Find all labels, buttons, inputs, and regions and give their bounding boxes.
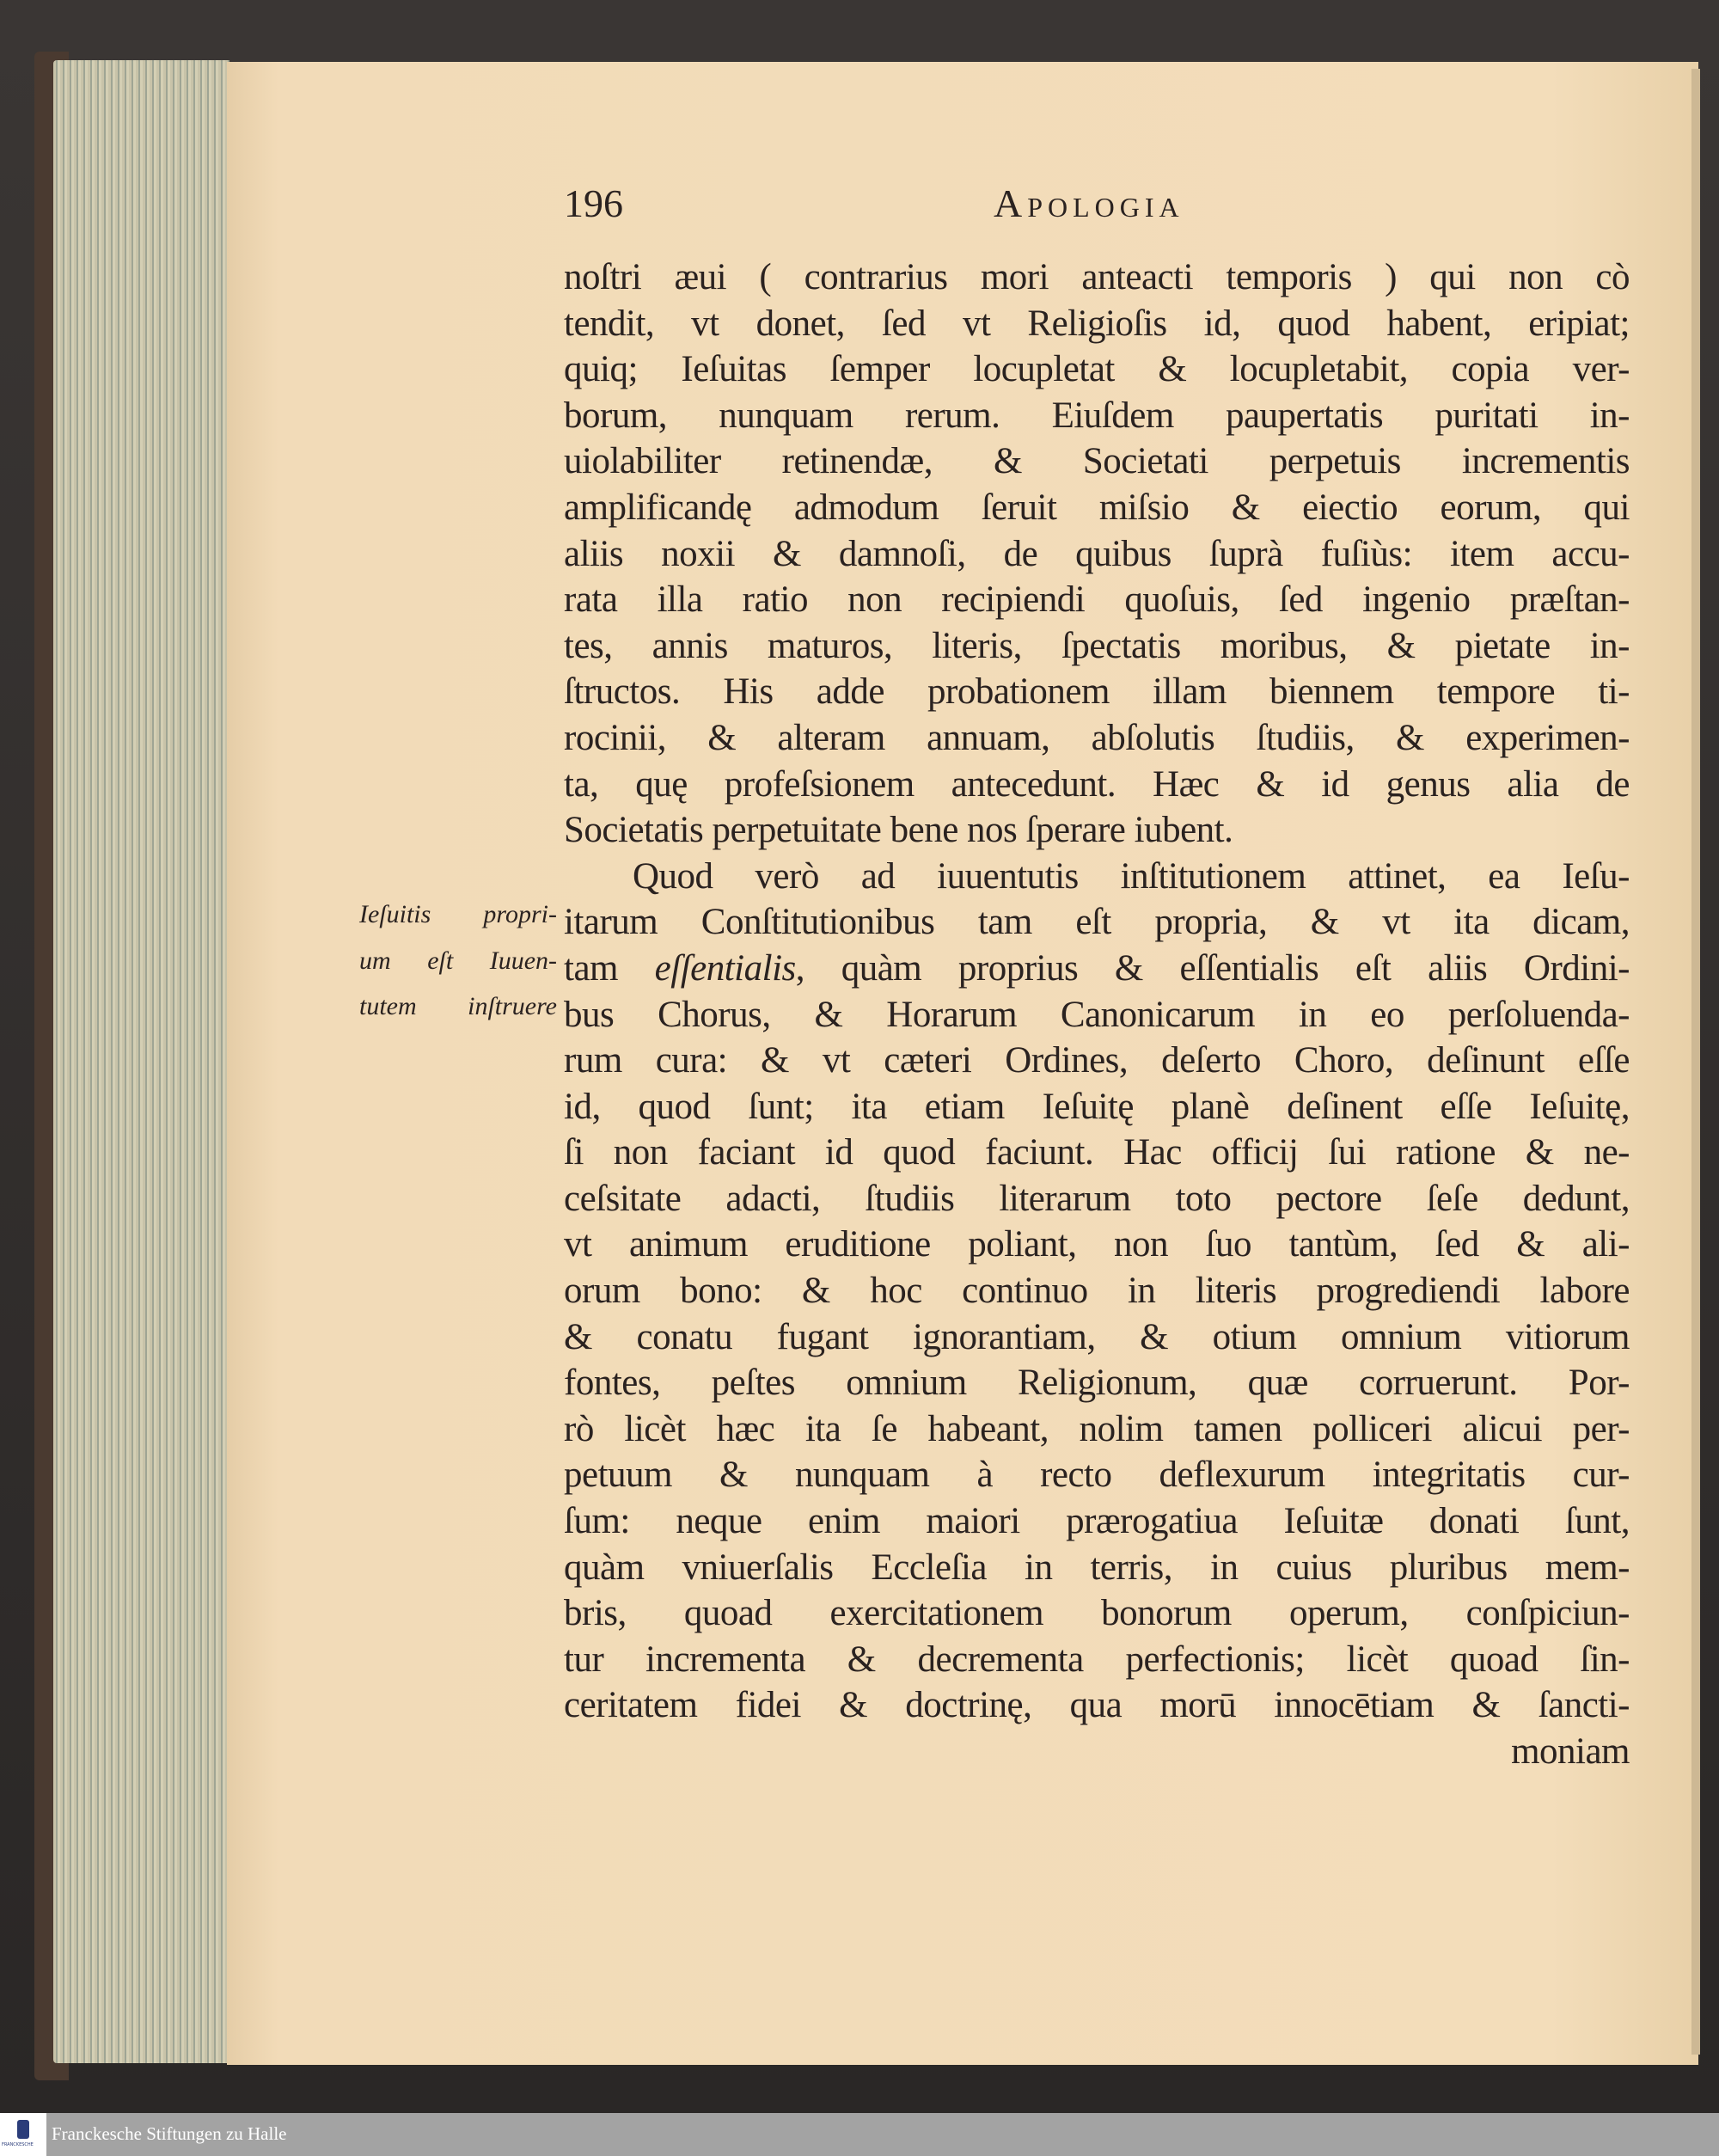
text-line: fontes, peſtes omnium Religionum, quæ corruerunt. Por- bbox=[564, 1363, 1630, 1404]
text-line: Quod verò ad iuuentutis inſtitutionem attinet, ea Ieſu- bbox=[633, 855, 1630, 897]
text-line: tur incrementa & decrementa perfectionis; licèt quoad ſin- bbox=[564, 1638, 1630, 1680]
page-header bbox=[564, 181, 1630, 232]
text-line: id, quod ſunt; ita etiam Ieſuitę planè deſinent eſſe Ieſuitę, bbox=[564, 1086, 1630, 1127]
text-line: orum bono: & hoc continuo in literis progrediendi labore bbox=[564, 1271, 1630, 1312]
margin-note-line: um eſt Iuuen- bbox=[359, 946, 557, 975]
body-text bbox=[564, 254, 1630, 1775]
footer-bar bbox=[0, 2113, 1719, 2156]
text-line: quàm vniuerſalis Eccleſia in terris, in cuius pluribus mem- bbox=[564, 1547, 1630, 1588]
running-head: Apologia bbox=[994, 181, 1184, 225]
text-line: ta, quę profeſsionem antecedunt. Hæc & id genus alia de bbox=[564, 763, 1630, 805]
text-line bbox=[564, 946, 1630, 992]
text-line: quiq; Ieſuitas ſemper locupletat & locupletabit, copia ver- bbox=[564, 349, 1630, 390]
page-number: 196 bbox=[564, 181, 623, 225]
text-line: petuum & nunquam à recto deflexurum integritatis cur- bbox=[564, 1455, 1630, 1496]
text-line: uiolabiliter retinendæ, & Societati perpetuis incrementis bbox=[564, 441, 1630, 482]
text-line: ceritatem fidei & doctrinę, qua morū innocētiam & ſancti- bbox=[564, 1685, 1630, 1726]
text-fragment: tam bbox=[564, 947, 655, 989]
text-line: Societatis perpetuitate bene nos ſperare iubent. bbox=[564, 810, 1233, 851]
text-line: ſi non faciant id quod faciunt. Hac officij ſui ratione & ne- bbox=[564, 1132, 1630, 1173]
page-edges bbox=[53, 60, 229, 2063]
text-line: vt animum eruditione poliant, non ſuo tantùm, ſed & ali- bbox=[564, 1224, 1630, 1265]
margin-note bbox=[359, 891, 557, 1030]
text-fragment: , quàm proprius & eſſentialis eſt aliis Ordini- bbox=[795, 947, 1630, 989]
margin-note-line: tutem inſtruere bbox=[359, 992, 557, 1021]
text-line: borum, nunquam rerum. Eiuſdem paupertatis puritati in- bbox=[564, 395, 1630, 436]
institution-name: Franckesche Stiftungen zu Halle bbox=[52, 2123, 287, 2144]
institution-logo: FRANCKESCHE bbox=[0, 2113, 46, 2156]
text-line: & conatu fugant ignorantiam, & otium omnium vitiorum bbox=[564, 1316, 1630, 1357]
text-line: rata illa ratio non recipiendi quoſuis, ſed ingenio præſtan- bbox=[564, 579, 1630, 621]
text-line: ſtructos. His adde probationem illam biennem tempore ti- bbox=[564, 671, 1630, 713]
text-line: ceſsitate adacti, ſtudiis literarum toto pectore ſeſe dedunt, bbox=[564, 1178, 1630, 1219]
text-line: amplificandę admodum ſeruit miſsio & eiectio eorum, qui bbox=[564, 487, 1630, 528]
text-line: bris, quoad exercitationem bonorum operum, conſpiciun- bbox=[564, 1593, 1630, 1634]
text-line: rò licèt hæc ita ſe habeant, nolim tamen polliceri alicui per- bbox=[564, 1408, 1630, 1449]
catchword: moniam bbox=[1511, 1731, 1630, 1772]
margin-note-line: Ieſuitis propri- bbox=[359, 900, 557, 928]
text-line: bus Chorus, & Horarum Canonicarum in eo perſoluenda- bbox=[564, 994, 1630, 1035]
text-line: rum cura: & vt cæteri Ordines, deſerto Choro, deſinunt eſſe bbox=[564, 1040, 1630, 1081]
text-line: itarum Conſtitutionibus tam eſt propria, & vt ita dicam, bbox=[564, 902, 1630, 943]
text-line: rocinii, & alteram annuam, abſolutis ſtudiis, & experimen- bbox=[564, 717, 1630, 758]
text-line: aliis noxii & damnoſi, de quibus ſuprà fuſiùs: item accu- bbox=[564, 533, 1630, 574]
italic-word: eſſentialis bbox=[654, 947, 796, 989]
text-line: noſtri æui ( contrarius mori anteacti temporis ) qui non cò bbox=[564, 257, 1630, 297]
text-line: ſum: neque enim maiori prærogatiua Ieſuitæ donati ſunt, bbox=[564, 1501, 1630, 1542]
text-line: tes, annis maturos, literis, ſpectatis moribus, & pietate in- bbox=[564, 625, 1630, 666]
page-right-edge bbox=[1691, 69, 1700, 2055]
text-line: tendit, vt donet, ſed vt Religioſis id, quod habent, eripiat; bbox=[564, 303, 1630, 344]
